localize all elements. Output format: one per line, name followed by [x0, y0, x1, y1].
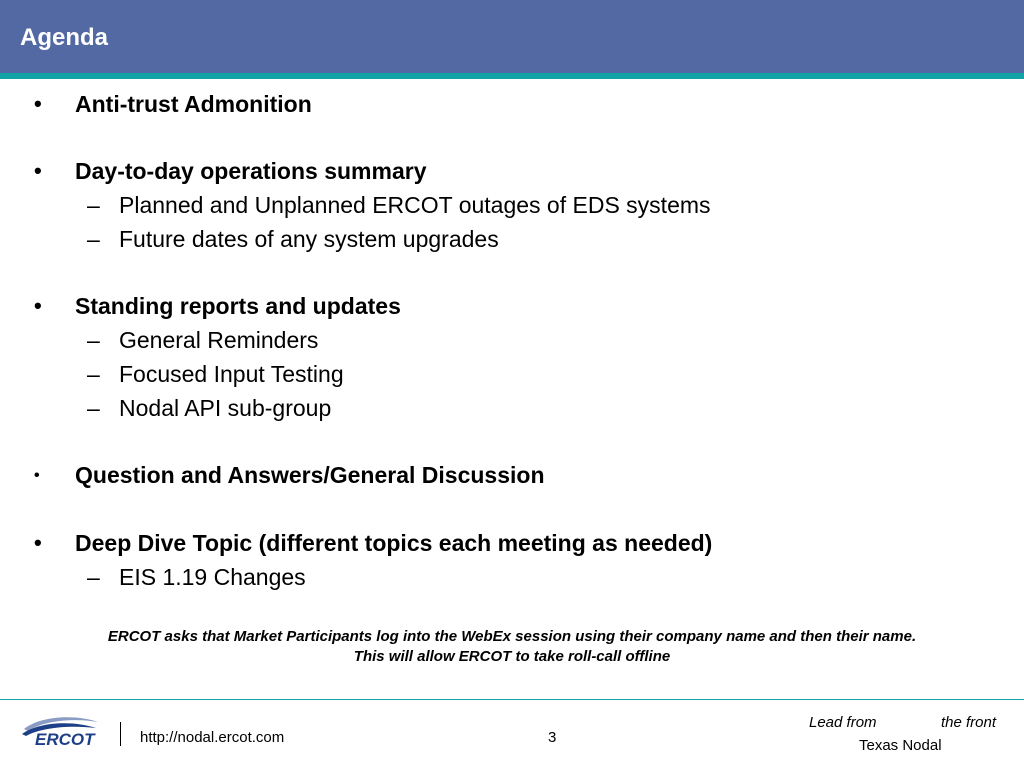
- agenda-item-operations-summary: Day-to-day operations summary: [75, 158, 427, 184]
- bullet-marker: •: [34, 158, 42, 183]
- sub-item-dash: –: [87, 564, 100, 590]
- ercot-logo: [20, 712, 102, 748]
- bullet-marker: •: [34, 467, 40, 484]
- bullet-marker: •: [34, 293, 42, 318]
- footer-separator: [120, 722, 121, 746]
- tagline-left: Lead from: [809, 714, 877, 731]
- sub-item-dash: –: [87, 361, 100, 387]
- notice-line-2: This will allow ERCOT to take roll-call offline: [353, 648, 671, 665]
- sub-item-nodal-api: Nodal API sub-group: [119, 395, 332, 421]
- sub-item-general-reminders: General Reminders: [119, 327, 319, 353]
- sub-item-eis-changes: EIS 1.19 Changes: [119, 564, 306, 590]
- tagline-right: the front: [941, 714, 997, 731]
- notice-line-1: ERCOT asks that Market Participants log into the WebEx session using their company name and then their name.: [107, 628, 917, 645]
- footer-divider: [0, 699, 1024, 700]
- sub-item-dash: –: [87, 192, 100, 218]
- sub-item-focused-input-testing: Focused Input Testing: [119, 361, 344, 387]
- agenda-item-q-and-a: Question and Answers/General Discussion: [75, 462, 545, 488]
- sub-item-upgrades: Future dates of any system upgrades: [119, 226, 499, 252]
- agenda-item-standing-reports: Standing reports and updates: [75, 293, 401, 319]
- footer-url[interactable]: http://nodal.ercot.com: [140, 729, 285, 746]
- brand-subtitle: Texas Nodal: [859, 737, 942, 754]
- logo-text: ERCOT: [35, 730, 95, 748]
- page-number: 3: [548, 729, 557, 746]
- slide-title: Agenda: [20, 24, 109, 51]
- bullet-marker: •: [34, 91, 42, 116]
- sub-item-dash: –: [87, 327, 100, 353]
- bullet-marker: •: [34, 530, 42, 555]
- sub-item-dash: –: [87, 395, 100, 421]
- sub-item-dash: –: [87, 226, 100, 252]
- agenda-item-anti-trust: Anti-trust Admonition: [75, 91, 312, 117]
- sub-item-outages: Planned and Unplanned ERCOT outages of EDS systems: [119, 192, 711, 218]
- agenda-item-deep-dive: Deep Dive Topic (different topics each meeting as needed): [75, 530, 713, 556]
